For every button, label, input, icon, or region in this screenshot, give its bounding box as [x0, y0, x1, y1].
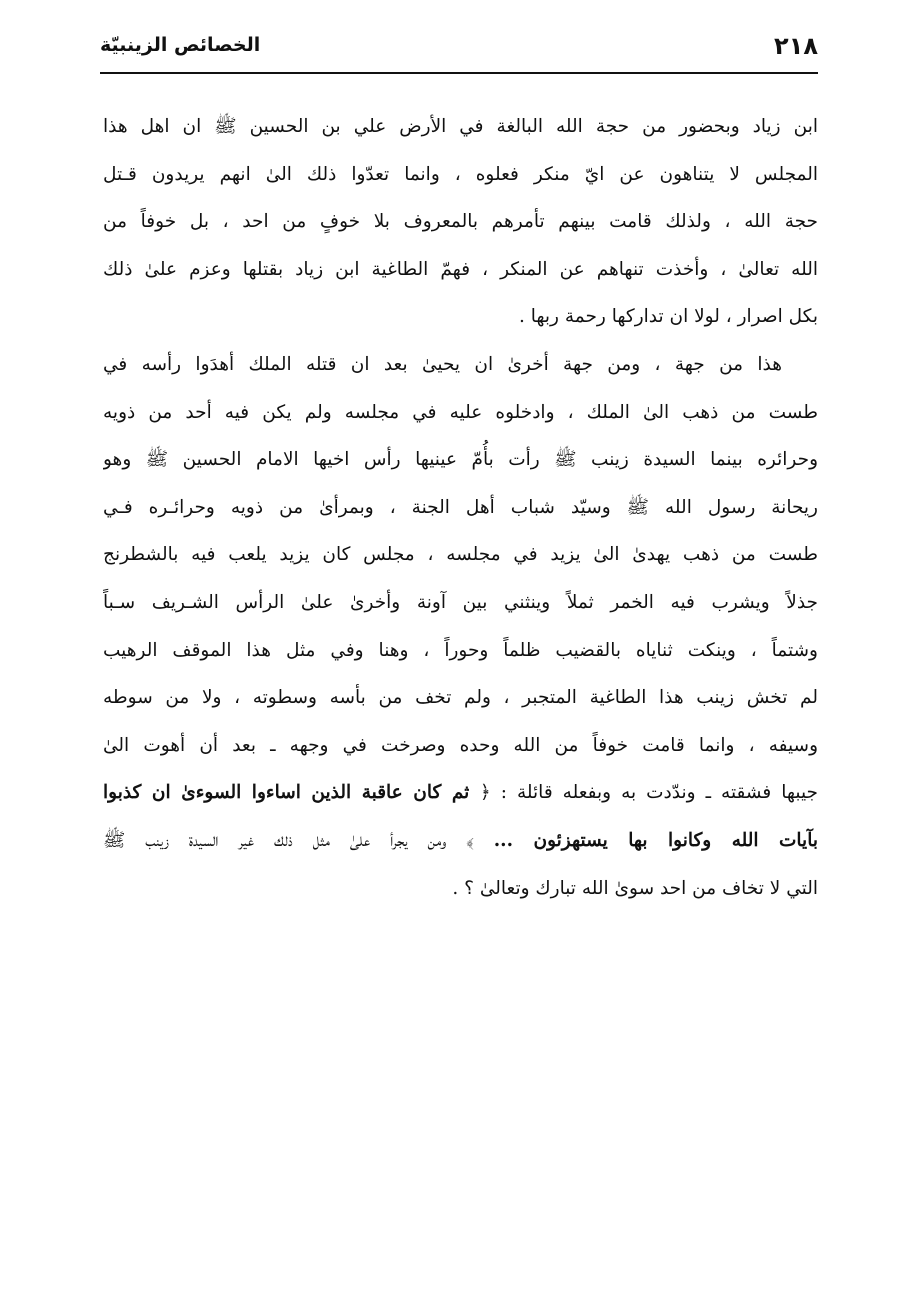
text-line: الله تعالىٰ ، وأخذت تنهاهم عن المنكر ، فهمّ الطاغية ابن زياد بقتلها وعزم علىٰ ذلك — [103, 258, 818, 280]
text-line: التي لا تخاف من احد سوىٰ الله تبارك وتعالىٰ ؟ . — [452, 877, 818, 899]
text-line: هذا من جهة ، ومن جهة أخرىٰ ان يحيىٰ بعد ان قتله الملك أهدَوا رأسه في — [103, 353, 782, 375]
text-line: طست من ذهب الىٰ الملك ، وادخلوه عليه في مجلسه ولم يكن فيه أحد من ذويه — [103, 401, 818, 423]
text-line: جذلاً ويشرب فيه الخمر ثملاً وينثني بين آونة وأخرىٰ علىٰ الرأس الشـريف سـباً — [103, 591, 818, 613]
text-line-with-quote — [103, 817, 818, 865]
body-text — [103, 103, 818, 912]
text-line: وشتماً ، وينكت ثناياه بالقضيب ظلماً وحوراً ، وهنا وفي مثل هذا الموقف الرهيب — [103, 639, 818, 661]
line-text: جيبها فشقته ـ وندّدت به وبفعله قائلة : ﴿ — [479, 782, 818, 804]
text-line: وحرائره بينما السيدة زينب ﷺ رأت بأُمّ عينيها رأس اخيها الامام الحسين ﷺ وهو — [103, 449, 818, 471]
running-title: الخصائص الزينبيّة — [100, 34, 261, 56]
header-rule — [100, 72, 818, 74]
page-number: ٢١٨ — [774, 32, 818, 60]
text-line: حجة الله ، ولذلك قامت بينهم تأمرهم بالمعروف بلا خوفٍ من احد ، بل خوفاً من — [103, 211, 818, 233]
page-header — [100, 30, 818, 70]
quran-quote: بآيات الله وكانوا بها يستهزئون ... — [493, 829, 818, 851]
quran-quote: ثم كان عاقبة الذين اساءوا السوءىٰ ان كذبوا — [103, 782, 480, 804]
line-text: ﴾ ومن يجرأ علىٰ مثل ذلك غير السيدة زينب ﷺ — [103, 829, 494, 851]
text-line: بكل اصرار ، لولا ان تداركها رحمة ربها . — [518, 306, 818, 328]
text-line: لم تخش زينب هذا الطاغية المتجبر ، ولم تخف من بأسه وسطوته ، ولا من سوطه — [103, 687, 818, 709]
text-line: وسيفه ، وانما قامت خوفاً من الله وحده وصرخت في وجهه ـ بعد أن أهوت الىٰ — [103, 734, 818, 756]
text-line: ابن زياد وبحضور من حجة الله البالغة في الأرض علي بن الحسين ﷺ ان اهل هذا — [103, 116, 818, 137]
text-line: طست من ذهب يهدىٰ الىٰ يزيد في مجلسه ، مجلس كان يزيد يلعب فيه بالشطرنج — [103, 544, 818, 566]
text-line: ريحانة رسول الله ﷺ وسيّد شباب أهل الجنة ، وبمرأىٰ من ذويه وحرائـره فـي — [103, 496, 818, 518]
text-line-with-quote — [103, 769, 818, 817]
text-line: المجلس لا يتناهون عن ايّ منكر فعلوه ، وانما تعدّوا ذلك الىٰ انهم يريدون قـتل — [103, 163, 818, 185]
